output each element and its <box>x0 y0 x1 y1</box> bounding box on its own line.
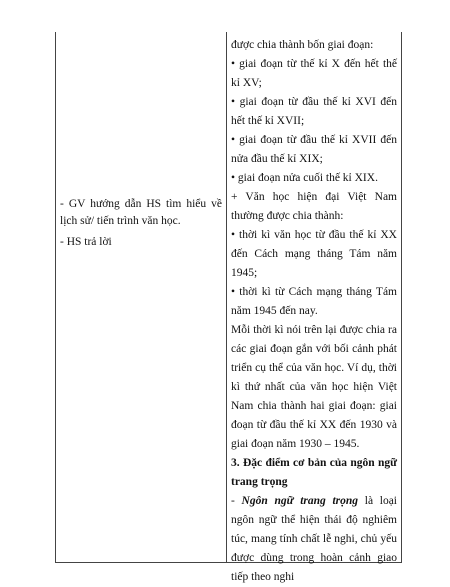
definition-prefix: - <box>231 495 242 507</box>
stage-item-3: • giai đoạn từ đầu thế kỉ XVII đến nửa đầu thế kỉ XIX; <box>231 134 397 165</box>
stage-item-4: • giai đoạn nửa cuối thế kỉ XIX. <box>231 172 378 184</box>
definition-term: Ngôn ngữ trang trọng <box>241 495 359 507</box>
stage-item-2: • giai đoạn từ đầu thế kỉ XVI đến hết thế kỉ XVII; <box>231 96 397 127</box>
content-column <box>227 32 401 583</box>
modern-literature-intro: + Văn học hiện đại Việt Nam thường được chia thành: <box>231 191 397 222</box>
period-item-2: • thời kì từ Cách mạng tháng Tám năm 1945 đến nay. <box>231 286 397 317</box>
period-item-1: • thời kì văn học từ đầu thế kỉ XX đến Cách mạng tháng Tám năm 1945; <box>231 229 397 279</box>
teacher-instruction: - GV hướng dẫn HS tìm hiểu về lịch sử/ tiến trình văn học. <box>60 198 222 227</box>
teacher-activity-text <box>60 196 222 255</box>
stage-item-1: • giai đoạn từ thế kỉ X đến hết thế kỉ XV; <box>231 58 397 89</box>
definition-text: là loại ngôn ngữ thể hiện thái độ nghiêm túc, mang tính chất lễ nghi, chủ yếu được dùng trong hoàn cảnh giao tiếp theo nghi <box>231 495 398 583</box>
definition-paragraph <box>231 492 397 587</box>
periods-paragraph: Mỗi thời kì nói trên lại được chia ra các giai đoạn gắn với bối cảnh phát triển cụ thể của văn học. Ví dụ, thời kì thứ nhất của văn học hiện Việt Nam chia thành hai giai đoạn: giai đoạn từ đầu thế kỉ XX đến 1930 và giai đoạn năm 1930 – 1945. <box>231 324 397 450</box>
teacher-activity-column <box>56 32 227 562</box>
content-table <box>55 32 402 583</box>
content-text <box>231 36 397 587</box>
stages-intro: được chia thành bốn giai đoạn: <box>231 39 374 51</box>
student-response: - HS trả lời <box>60 236 112 248</box>
section-heading: 3. Đặc điểm cơ bản của ngôn ngữ trang trọng <box>231 457 397 488</box>
